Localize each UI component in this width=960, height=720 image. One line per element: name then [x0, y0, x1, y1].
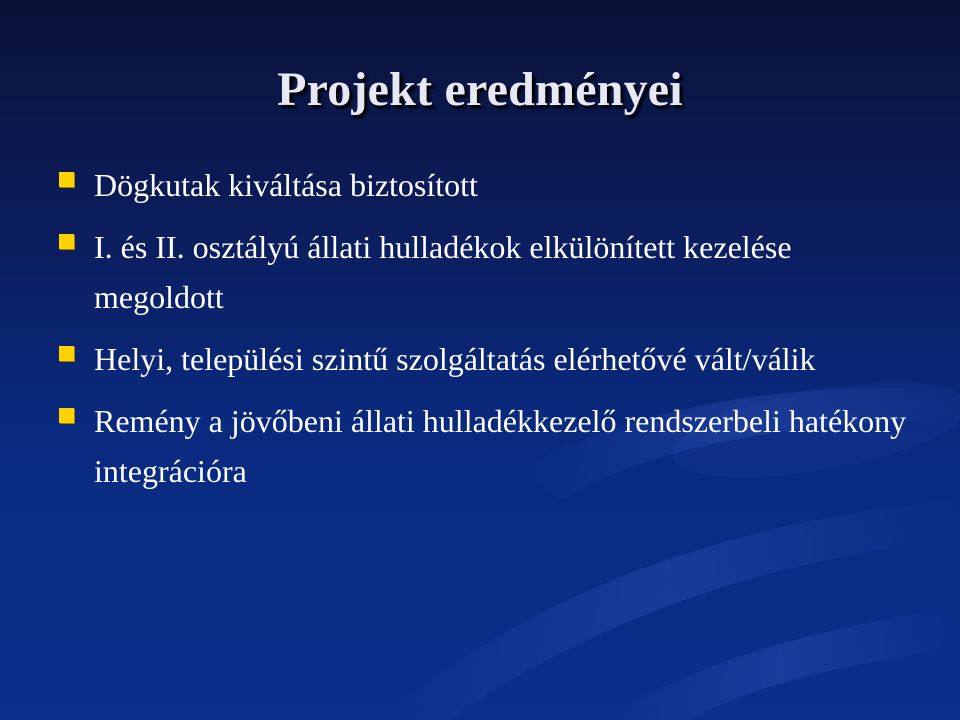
bullet-text: Helyi, települési szintű szolgáltatás elérhetővé vált/válik	[94, 341, 816, 377]
bullet-item	[58, 222, 918, 322]
slide-title: Projekt eredményei	[277, 63, 683, 116]
bullet-item	[58, 160, 918, 210]
bullet-text: Dögkutak kiváltása biztosított	[94, 167, 478, 203]
bullet-item	[58, 334, 918, 384]
yellow-square-icon	[59, 408, 74, 423]
yellow-square-icon	[59, 346, 74, 361]
bullet-item	[58, 396, 918, 496]
yellow-square-icon	[59, 234, 74, 249]
bullet-text: I. és II. osztályú állati hulladékok elkülönített kezelése megoldott	[94, 229, 792, 315]
bullet-text: Remény a jövőbeni állati hulladékkezelő rendszerbeli hatékony integrációra	[94, 403, 907, 489]
yellow-square-icon	[59, 172, 74, 187]
bullet-list	[58, 160, 918, 508]
